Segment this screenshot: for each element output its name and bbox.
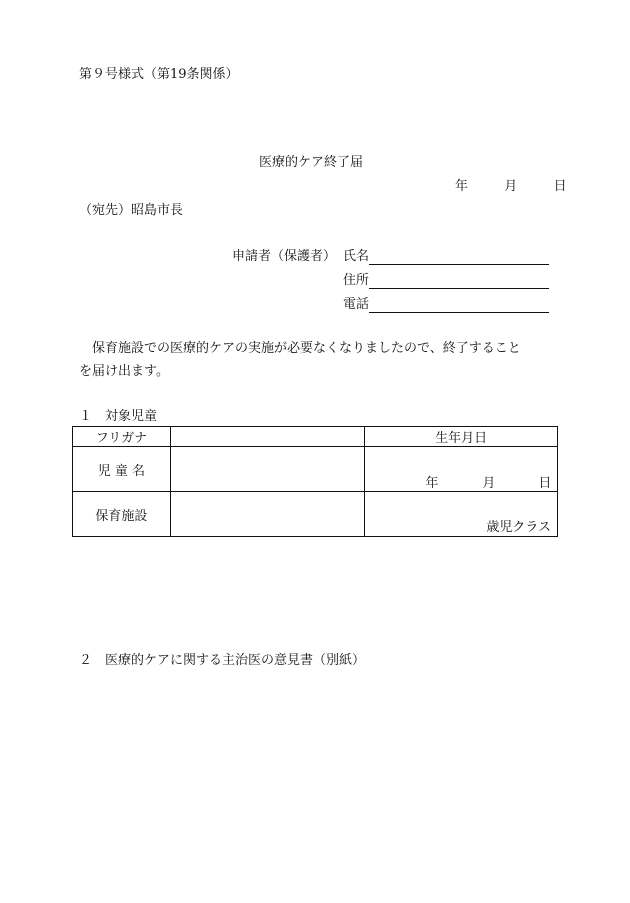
address-field[interactable]: [369, 274, 549, 289]
date-day-label: 日: [553, 179, 567, 194]
class-field[interactable]: [365, 492, 558, 537]
date-line: [455, 179, 567, 195]
body-text-line1: 保育施設での医療的ケアの実施が必要なくなりましたので、終了すること: [92, 341, 521, 356]
child-name-field[interactable]: [170, 447, 365, 492]
date-year-label: 年: [455, 179, 469, 194]
date-month-label: 月: [504, 179, 518, 194]
form-number: 第９号様式（第19条関係）: [79, 67, 239, 82]
class-suffix-label: 歳児クラス: [486, 520, 551, 535]
child-name-label-text: 児 童 名: [97, 463, 146, 479]
facility-label: 保育施設: [73, 492, 171, 537]
address-label: 住所: [343, 273, 370, 288]
body-text-line2: を届け出ます。: [79, 364, 169, 379]
addressee: （宛先）昭島市長: [79, 203, 184, 218]
applicant-address-row: [343, 273, 549, 289]
section1-heading: １ 対象児童: [79, 409, 158, 424]
child-name-label: [73, 447, 171, 492]
birthdate-field[interactable]: [365, 447, 558, 492]
section2-heading: ２ 医療的ケアに関する主治医の意見書（別紙）: [79, 653, 366, 668]
birth-month-label: 月: [482, 476, 496, 491]
page-title: 医療的ケア終了届: [259, 155, 364, 170]
furigana-field[interactable]: [170, 427, 365, 447]
table-row-child-name: [73, 447, 558, 492]
birth-day-label: 日: [538, 476, 552, 491]
phone-label: 電話: [343, 297, 370, 312]
facility-field[interactable]: [170, 492, 365, 537]
birthdate-label: 生年月日: [365, 427, 558, 447]
target-child-table: [72, 426, 558, 537]
applicant-name-row: [343, 249, 549, 265]
name-label: 氏名: [343, 249, 370, 264]
applicant-label: 申請者（保護者）: [232, 249, 337, 264]
phone-field[interactable]: [369, 298, 549, 313]
applicant-phone-row: [343, 297, 549, 313]
table-row-facility: [73, 492, 558, 537]
birth-year-label: 年: [425, 476, 439, 491]
name-field[interactable]: [369, 250, 549, 265]
table-row-furigana: [73, 427, 558, 447]
furigana-label: フリガナ: [73, 427, 171, 447]
